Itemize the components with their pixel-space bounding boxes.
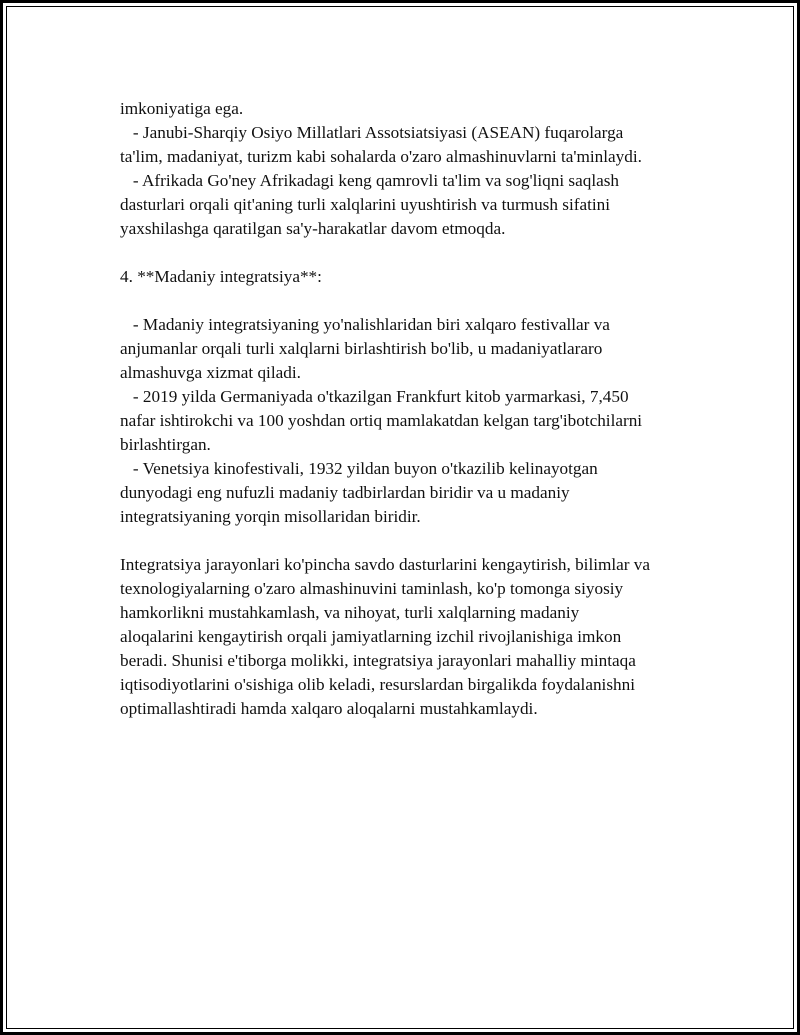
list-item-line: - Madaniy integratsiyaning yo'nalishlaridan biri xalqaro festivallar va — [120, 315, 610, 334]
paragraph-line: optimallashtiradi hamda xalqaro aloqalarni mustahkamlaydi. — [120, 699, 538, 718]
list-item-line: integratsiyaning yorqin misollaridan biridir. — [120, 507, 421, 526]
list-item-line: birlashtirgan. — [120, 435, 211, 454]
list-item-line: almashuvga xizmat qiladi. — [120, 363, 301, 382]
list-item-line: nafar ishtirokchi va 100 yoshdan ortiq mamlakatdan kelgan targ'ibotchilarni — [120, 411, 643, 430]
list-item-line: ta'lim, madaniyat, turizm kabi sohalarda o'zaro almashinuvlarni ta'minlaydi. — [120, 147, 642, 166]
list-item-line: dunyodagi eng nufuzli madaniy tadbirlardan biridir va u madaniy — [120, 483, 570, 502]
list-item-line: - 2019 yilda Germaniyada o'tkazilgan Frankfurt kitob yarmarkasi, 7,450 — [120, 387, 629, 406]
paragraph-line: Integratsiya jarayonlari ko'pincha savdo dasturlarini kengaytirish, bilimlar va — [120, 555, 651, 574]
paragraph-line: beradi. Shunisi e'tiborga molikki, integratsiya jarayonlari mahalliy mintaqa — [120, 651, 636, 670]
list-item-line: dasturlari orqali qit'aning turli xalqlarini uyushtirish va turmush sifatini — [120, 195, 610, 214]
body-line: imkoniyatiga ega. — [120, 99, 244, 118]
paragraph-line: aloqalarini kengaytirish orqali jamiyatlarning izchil rivojlanishiga imkon — [120, 627, 622, 646]
list-item-line: anjumanlar orqali turli xalqlarni birlashtirish bo'lib, u madaniyatlararo — [120, 339, 603, 358]
list-item-line: - Venetsiya kinofestivali, 1932 yildan buyon o'tkazilib kelinayotgan — [120, 459, 598, 478]
paragraph-spacer — [120, 241, 710, 265]
paragraph-spacer — [120, 529, 710, 553]
paragraph-line: hamkorlikni mustahkamlash, va nihoyat, turli xalqlarning madaniy — [120, 603, 580, 622]
paragraph-line: iqtisodiyotlarini o'sishiga olib keladi, resurslardan birgalikda foydalanishni — [120, 675, 635, 694]
list-item-line: - Janubi-Sharqiy Osiyo Millatlari Assotsiatsiyasi (ASEAN) fuqarolarga — [120, 123, 624, 142]
paragraph-spacer — [120, 289, 710, 313]
document-body — [120, 97, 710, 721]
list-item-line: yaxshilashga qaratilgan sa'y-harakatlar davom etmoqda. — [120, 219, 506, 238]
list-item-line: - Afrikada Go'ney Afrikadagi keng qamrovli ta'lim va sog'liqni saqlash — [120, 171, 620, 190]
section-heading: 4. **Madaniy integratsiya**: — [120, 267, 322, 286]
paragraph-line: texnologiyalarning o'zaro almashinuvini taminlash, ko'p tomonga siyosiy — [120, 579, 624, 598]
